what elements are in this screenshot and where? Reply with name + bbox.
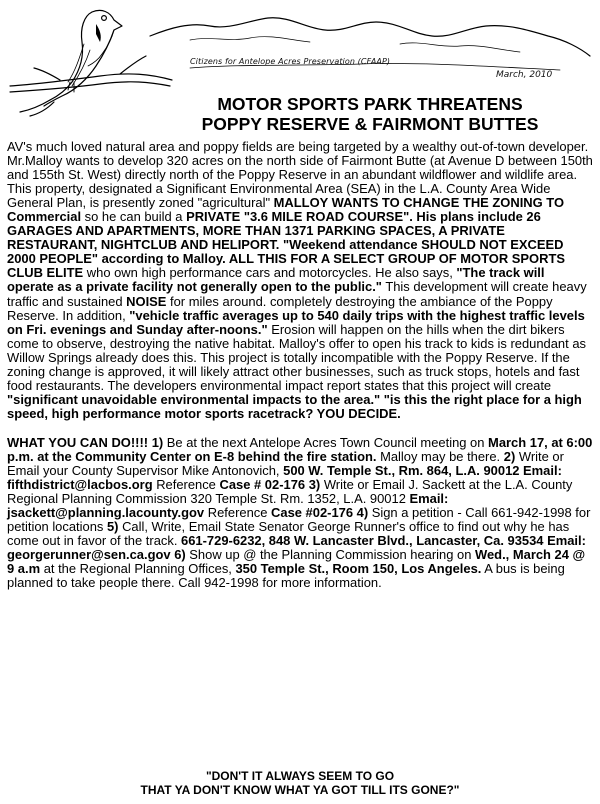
bold-text-run: March 17, at 6:00 p.m. at the Community Center on E-8 behind the fire station. — [7, 434, 593, 464]
bold-text-run: 2) — [503, 448, 516, 464]
headline — [150, 94, 590, 134]
org-name: Citizens for Antelope Acres Preservation (CFAAP) — [190, 57, 391, 66]
bold-text-run: 661-729-6232, 848 W. Lancaster Blvd., Lancaster, Ca. 93534 Email: georgerunner@sen.ca.gov 6) — [7, 533, 586, 563]
closing-quote-line-1: "DON'T IT ALWAYS SEEM TO GO — [205, 769, 395, 783]
text-run: at the Regional Planning Offices, — [40, 561, 236, 577]
bold-text-run: Case #02-176 4) — [271, 505, 369, 521]
bold-text-run: 350 Temple St., Room 150, Los Angeles. — [235, 561, 482, 577]
closing-quote-line-2: THAT YA DON'T KNOW WHAT YA GOT TILL ITS GONE?" — [140, 783, 460, 797]
text-run: Call, Write, Email State Senator George Runner's office to find out why he has come out in favor of the track. — [7, 519, 570, 549]
bold-text-run: NOISE — [126, 293, 167, 309]
text-run: Reference — [152, 477, 220, 493]
bold-text-run: Wed., March 24 @ 9 a.m — [7, 547, 586, 577]
bold-text-run: 1) — [151, 434, 164, 450]
text-run: Sign a petition - Call 661-942-1998 for petition locations — [7, 505, 591, 535]
text-run: A bus is being planned to take people there. Call 942-1998 for more information. — [7, 561, 565, 591]
bold-text-run: "The track will operate as a private facility not generally open to the public." — [7, 265, 545, 295]
date: March, 2010 — [496, 70, 553, 80]
text-run: Malloy may be there. — [376, 448, 504, 464]
bold-text-run: 5) — [106, 519, 119, 535]
text-run: so he can build a — [81, 209, 187, 225]
paragraph-what-you-can-do — [7, 436, 593, 591]
bold-text-run: Email: jsackett@planning.lacounty.gov — [7, 491, 449, 521]
text-run: Write or Email your County Supervisor Mike Antonovich, — [7, 448, 564, 479]
headline-line-2: POPPY RESERVE & FAIRMONT BUTTES — [201, 114, 539, 134]
headline-line-1: MOTOR SPORTS PARK THREATENS — [217, 94, 523, 114]
bold-text-run: 500 W. Temple St., Rm. 864, L.A. 90012 Email: fifthdistrict@lacbos.org — [7, 463, 562, 493]
bold-text-run: "vehicle traffic averages up to 540 daily trips with the highest traffic levels on Fri. evenings and Sunday after-noons." — [7, 307, 585, 337]
text-run: who own high performance cars and motorcycles. He also says, — [83, 265, 457, 281]
text-run: Erosion will happen on the hills when the dirt bikers come to observe, destroying the native habitat. Malloy's offer to open his track to kids is redundant as Willow Springs already does this. This project is totally incompatible with the Poppy Reserve. If the zoning change is approved, it will likely attract other businesses, such as truck stops, hotels and fast food restaurants. The developers environmental impact report states that this project will create — [7, 321, 586, 393]
text-run: for miles around. completely destroying the ambiance of the Poppy Reserve. In addition, — [7, 293, 553, 323]
bold-text-run: "significant unavoidable environmental impacts to the area." "is this the right place for a high speed, high performance motor sports racetrack? YOU DECIDE. — [7, 391, 582, 421]
bold-text-run: PRIVATE "3.6 MILE ROAD COURSE". His plans include 26 GARAGES AND APARTMENTS, MORE THAN 1371 PARKING SPACES, A PRIVATE RESTAURANT, NIGHTCLUB AND HELIPORT. "Weekend attendance SHOULD NOT EXCEED 2000 PEOPLE" according to Malloy. ALL THIS FOR A SELECT GROUP OF MOTOR SPORTS CLUB ELITE — [7, 209, 565, 281]
text-run: Show up @ the Planning Commission hearing on — [185, 547, 475, 563]
text-run: AV's much loved natural area and poppy fields are being targeted by a wealthy out-of-town developer. Mr.Malloy wants to develop 320 acres on the north side of Fairmont Butte (at Avenue D between 150th and 155th St. West) directly north of the Poppy Reserve in an abundant wildflower and wildlife area. This property, designated a Significant Environmental Area (SEA) in the L.A. County Area Wide General Plan, is presently zoned "agricultural" — [7, 139, 593, 211]
bold-text-run: 3) — [308, 477, 321, 493]
text-run: Be at the next Antelope Acres Town Council meeting on — [163, 434, 489, 450]
closing-quote — [100, 769, 500, 797]
bold-text-run: WHAT YOU CAN DO!!!! — [7, 434, 152, 450]
article-body — [7, 140, 593, 590]
text-run: Write or Email J. Sackett at the L.A. County Regional Planning Commission 320 Temple St. Rm. 1352, L.A. 90012 — [7, 477, 573, 507]
text-run: This development will create heavy traffic and sustained — [7, 279, 587, 309]
bold-text-run: MALLOY WANTS TO CHANGE THE ZONING TO Commercial — [7, 195, 565, 225]
paragraph-threat — [7, 140, 593, 421]
bold-text-run: Case # 02-176 — [219, 477, 306, 493]
text-run: Reference — [204, 505, 272, 521]
